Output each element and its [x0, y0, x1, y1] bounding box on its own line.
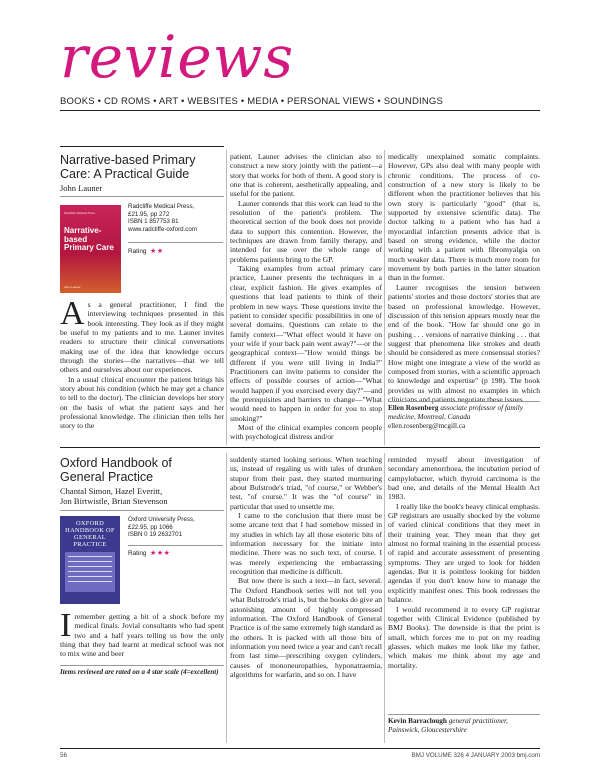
column-divider	[226, 150, 227, 445]
review-separator	[60, 447, 540, 448]
rating-stars-icon: ★★★	[150, 550, 171, 557]
review1-title: Narrative-based Primary Care: A Practical Guide	[60, 153, 196, 181]
review1-publication-details: Radcliffe Medical Press, £21.95, pp 272 ISBN 1 857753 81 www.radcliffe-oxford.com	[128, 203, 198, 233]
column-divider	[384, 453, 385, 743]
review1-column-3: medically unexplained somatic complaints. However, GPs also deal with many people with chronic conditions. The process of co-construction of a new story is likely to be different when the practitioner believes that his own story is particularly "good" (that is, supported by extensive scientific data). The doctor talking to a patient who has had a myocardial infarction presents advice that is based on strong evidence, while the doctor working with a patient with fibromyalgia on much weaker data. There is much more room for movement by both parties in the latter situation than in the former. Launer recognises the tension between patients' stories and those doctors' stories that are based on professional knowledge. However, discussion of this tension appears mostly near the end of the book. "How far should one go in pushing . . . versions of narrative thinking . . . that suggest that phenomena like strokes and death should be considered as mere consensual stories? How might one integrate a view of the world as composed from stories, with a scientific approach to knowledge and expertise" (p 198). The book provides us with almost no examples in which clinicians and patients negotiate these issues.	[388, 152, 540, 404]
review1-column-1: As a general practitioner, I find the interviewing techniques presented in this book interesting. They look as if they might be useful to my patients and to me. Launer invites readers to structure their clinical conversations making use of the idea that knowledge occurs through the stories—the narratives—that we tell others and ourselves about our experiences. In a usual clinical encounter the patient brings his story about his condition (which he may get a chance to tell to the doctor). The clinician develops her story on the basis of what the patient says and her professional knowledge. The clinician then tells her story to the	[60, 295, 224, 431]
section-categories: BOOKS • CD ROMS • ART • WEBSITES • MEDIA • PERSONAL VIEWS • SOUNDINGS	[60, 96, 444, 107]
review1-meta-rule	[128, 242, 223, 243]
page-number: 56	[60, 752, 67, 759]
review2-title: Oxford Handbook of General Practice	[60, 456, 172, 484]
review2-book-cover: OXFORD HANDBOOK OF GENERAL PRACTICE	[60, 516, 120, 604]
review2-rating: Rating ★★★	[128, 550, 171, 557]
review2-publication-details: Oxford University Press, £22.95, pp 1066 ISBN 0 19 2632701	[128, 516, 195, 539]
column-divider	[384, 150, 385, 445]
rating-scale-note: Items reviewed are rated on a 4 star scale (4=excellent)	[60, 668, 219, 676]
review1-author-rule	[60, 196, 224, 197]
review2-meta-rule	[128, 545, 223, 546]
review2-column-3: reminded myself about investigation of secondary amenorrhoea, the incubation period of campylobacter, which thyroid carcinoma is the bad one, and details of the Mental Health Act 1983. I really like the book's heavy clinical emphasis. GP registrars are usually shocked by the volume of varied clinical conditions that they meet in their training year. They mean that they get almost no formal training in the essential process of rapid and accurate assessment of presenting symptoms. They are urged to look for hidden agendas. But it is pointless looking for hidden agendas if you don't know how to manage the explicitly manifest ones. This book redresses the balance. I would recommend it to every GP registrar together with Clinical Evidence (published by BMJ Books). The downside is that the print is small, which forces me to put on my reading glasses, which makes me look like my father, which makes me think about my age and mortality.	[388, 455, 540, 670]
review2-author-rule	[60, 510, 224, 511]
footer-rule	[60, 748, 540, 749]
review1-author: John Launer	[60, 183, 103, 193]
section-title: reviews	[60, 23, 295, 91]
review1-book-cover: Radcliffe Medical Press Narrative-based Primary Care John Launer	[60, 205, 121, 293]
review2-column-2: suddenly started looking serious. When teaching us, instead of regaling us with tales of drunken stupor from their past, they started murmuring about Bulstrode's triad, "of course," or Webber's test, "of course." It was the "of course" in particular that used to unsettle me. I came to the conclusion that there must be some arcane text that I had somehow missed in my studies in which lay all those esoteric bits of information necessary for the initiate into medicine. There was no such text, of course. I was merely experiencing the embarrassing recognition that medicine is difficult. But now there is such a text—in fact, several. The Oxford Handbook series will not tell you what Bulstrode's triad is, but the books do give an astonishing amount of highly compressed information. The Oxford Handbook of General Practice is of the same extremely high standard as the others. It is packed with all those bits of information you need twice a year and can't recall from last time—prescribing oxygen cylinders, causes of mononeuropathies, hyponatraemia, algorithms for warfarin, and so on. I have	[230, 455, 382, 679]
column-divider	[226, 453, 227, 743]
note-rule	[60, 665, 224, 666]
dropcap: I	[60, 607, 72, 644]
journal-info: BMJ VOLUME 326 4 JANUARY 2003 bmj.com	[411, 752, 540, 759]
review1-signature-rule	[388, 401, 540, 402]
review2-column-1: Iremember getting a bit of a shock before my medical finals. Jovial consultants who had spent two and a half years telling us how the only thing that they had learnt at medical school was not to mix wine and beer	[60, 607, 224, 659]
reviewer-email: ellen.rosenberg@mcgill.ca	[388, 422, 466, 430]
review1-title-rule	[60, 146, 224, 147]
review1-signature: Ellen Rosenberg associate professor of family medicine, Montreal, Canada ellen.rosenberg@mcgill.ca	[388, 404, 540, 431]
review2-authors: Chantal Simon, Hazel Everitt, Jon Birtwistle, Brian Stevenson	[60, 486, 168, 506]
review2-signature-rule	[388, 714, 540, 715]
review1-column-2: patient. Launer advises the clinician also to construct a new story jointly with the patient—a story that works for both of them. A good story is one that is coherent, aesthetically appealing, and useful for the patient. Launer contends that this work can lead to the resolution of the patient's problem. The theoretical section of the book does not provide data to support this contention. However, the techniques are drawn from family therapy, and intended for use over the whole range of problems patients bring to the GP. Taking examples from actual primary care practice, Launer presents the techniques in a clear, explicit fashion. He gives examples of questions that lead patients to think of their problem in new ways. These questions invite the patient to consider specific possibilities in one of several domains. Questions can relate to the family context—"What effect would it have on your wife if your back pain went away?"—or the geographical context—"How would things be different if you were still living in India?" Practitioners can invite patients to consider the effects of possible courses of action—"What would happen if you exercised every day?"—and the prerequisites and barriers to change—"What would need to happen in order for you to stop smoking?" Most of the clinical examples concern people with psychological distress and/or	[230, 152, 382, 442]
header-rule	[60, 110, 540, 111]
review2-signature: Kevin Barraclough general practitioner, Painswick, Gloucestershire	[388, 717, 508, 734]
rating-stars-icon: ★★	[150, 248, 164, 255]
review1-rating: Rating ★★	[128, 248, 164, 255]
dropcap: A	[60, 295, 85, 332]
